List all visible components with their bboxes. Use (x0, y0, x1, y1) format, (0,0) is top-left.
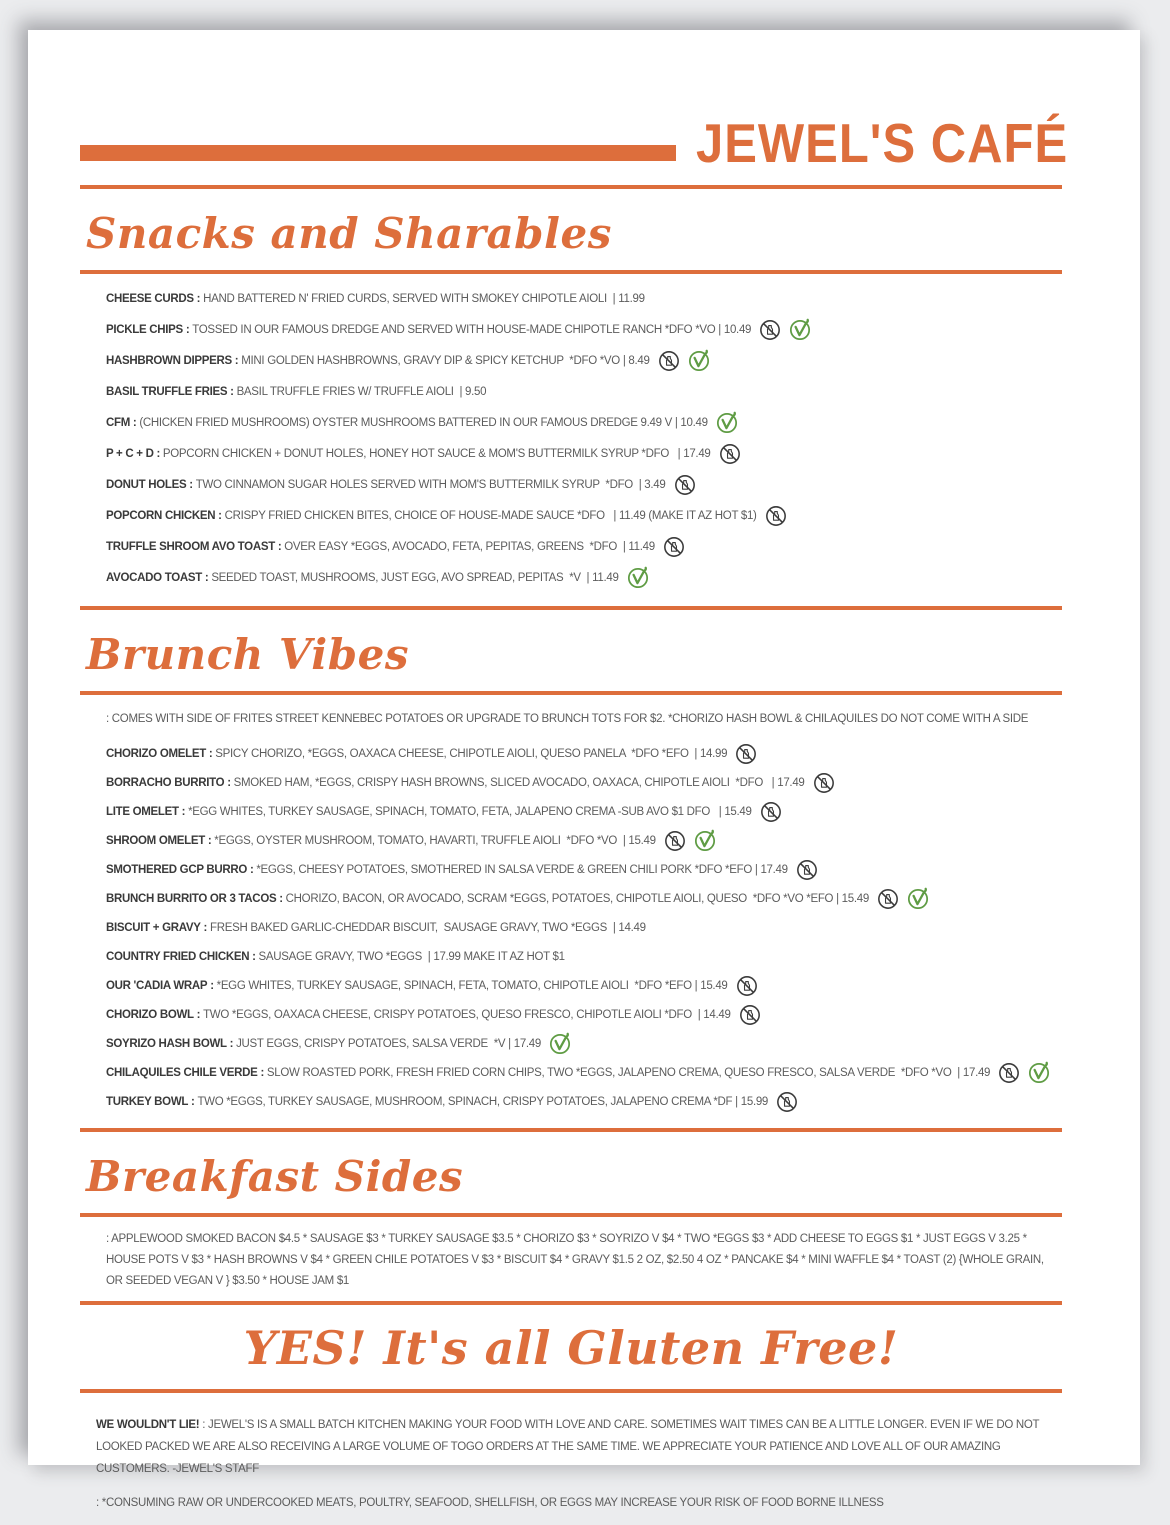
item-description: SEEDED TOAST, MUSHROOMS, JUST EGG, AVO SPREAD, PEPITAS *V | 11.49 (211, 572, 619, 585)
item-name: BISCUIT + GRAVY (106, 921, 201, 934)
no-dairy-bottle-icon (736, 975, 758, 997)
section-items (106, 284, 1062, 594)
menu-item (106, 532, 1062, 563)
section-intro: : APPLEWOOD SMOKED BACON $4.5 * SAUSAGE $3 * TURKEY SAUSAGE $3.5 * CHORIZO $3 * SOYRIZO V $4 * TWO *EGGS $3 * ADD CHEESE TO EGGS $1 * JUST EGGS V 3.25 * HOUSE POTS V $3 * HASH BROWNS V $4 * GREEN CHILE POTATOES V $3 * BISCUIT $4 * GRAVY $1.5 2 OZ, $2.50 4 OZ * PANCAKE $4 * MINI WAFFLE $4 * TOAST (2) {WHOLE GRAIN, OR SEEDED VEGAN V } $3.50 * HOUSE JAM $1 (106, 1233, 1044, 1287)
menu-item (106, 501, 1062, 532)
no-dairy-bottle-icon (674, 474, 696, 496)
banner-rule (80, 1389, 1062, 1393)
item-name: SOYRIZO HASH BOWL (106, 1037, 227, 1050)
section-rule (80, 1128, 1062, 1132)
item-separator: : (204, 834, 215, 847)
item-description: OVER EASY *EGGS, AVOCADO, FETA, PEPITAS, GREENS *DFO | 11.49 (284, 541, 655, 554)
item-description: SAUSAGE GRAVY, TWO *EGGS | 17.99 MAKE IT AZ HOT $1 (258, 950, 565, 963)
menu-page (28, 30, 1140, 1509)
item-separator: : (247, 863, 257, 876)
menu-item (106, 1000, 1062, 1029)
menu-item (106, 942, 1062, 971)
item-name: CHEESE CURDS (106, 293, 194, 306)
item-description: BASIL TRUFFLE FRIES W/ TRUFFLE AIOLI | 9.50 (236, 386, 487, 399)
item-name: TURKEY BOWL (106, 1095, 189, 1108)
section-breakfast-sides (80, 1152, 1062, 1305)
item-name: P + C + D (106, 448, 154, 461)
item-description: FRESH BAKED GARLIC-CHEDDAR BISCUIT, SAUSAGE GRAVY, TWO *EGGS | 14.49 (209, 921, 646, 934)
no-dairy-bottle-icon (719, 443, 741, 465)
item-name: TRUFFLE SHROOM AVO TOAST (106, 541, 275, 554)
no-dairy-bottle-icon (813, 772, 835, 794)
section-title: Breakfast Sides (86, 1152, 464, 1202)
no-dairy-bottle-icon (739, 1004, 761, 1026)
no-dairy-bottle-icon (998, 1062, 1020, 1084)
item-separator: : (201, 572, 212, 585)
item-description: TWO CINNAMON SUGAR HOLES SERVED WITH MOM'S BUTTERMILK SYRUP *DFO | 3.49 (195, 479, 666, 492)
vegan-check-icon (694, 830, 716, 852)
item-description: TWO *EGGS, TURKEY SAUSAGE, MUSHROOM, SPINACH, CRISPY POTATOES, JALAPENO CREMA *DF | 15.99 (197, 1095, 769, 1108)
item-name: CFM (106, 417, 131, 430)
item-description: CHORIZO, BACON, OR AVOCADO, SCRAM *EGGS, POTATOES, CHIPOTLE AIOLI, QUESO *DFO *VO *EFO | 15.49 (285, 892, 869, 905)
menu-header (80, 113, 1069, 175)
item-name: CHILAQUILES CHILE VERDE (106, 1066, 258, 1079)
section-intro: : COMES WITH SIDE OF FRITES STREET KENNEBEC POTATOES OR UPGRADE TO BRUNCH TOTS FOR $2. *CHORIZO HASH BOWL & CHILAQUILES DO NOT COME WITH A SIDE (106, 712, 1029, 725)
menu-item (106, 346, 1062, 377)
item-description: *EGGS, CHEESY POTATOES, SMOTHERED IN SALSA VERDE & GREEN CHILI PORK *DFO *EFO | 17.49 (256, 863, 788, 876)
food-safety-disclaimer: : *CONSUMING RAW OR UNDERCOOKED MEATS, POULTRY, SEAFOOD, SHELLFISH, OR EGGS MAY INCREASE YOUR RISK OF FOOD BORNE ILLNESS (96, 1496, 884, 1509)
no-dairy-bottle-icon (663, 536, 685, 558)
section-brunch-vibes (80, 630, 1062, 1133)
item-description: *EGG WHITES, TURKEY SAUSAGE, SPINACH, TOMATO, FETA, JALAPENO CREMA -SUB AVO $1 DFO | 15.49 (188, 805, 752, 818)
no-dairy-bottle-icon (796, 859, 818, 881)
item-separator: : (226, 1037, 237, 1050)
section-rule (80, 1301, 1062, 1305)
no-dairy-bottle-icon (759, 319, 781, 341)
item-description: MINI GOLDEN HASHBROWNS, GRAVY DIP & SPICY KETCHUP *DFO *VO | 8.49 (241, 355, 650, 368)
item-name: DONUT HOLES (106, 479, 187, 492)
item-separator: : (249, 950, 259, 963)
item-separator: : (205, 747, 216, 760)
item-name: HASHBROWN DIPPERS (106, 355, 232, 368)
item-separator: : (224, 776, 234, 789)
item-separator: : (186, 479, 196, 492)
item-name: CHORIZO OMELET (106, 747, 206, 760)
no-dairy-bottle-icon (664, 830, 686, 852)
vegan-check-icon (907, 888, 929, 910)
item-separator: : (182, 324, 193, 337)
menu-item (106, 1029, 1062, 1058)
footer-note (96, 1415, 1056, 1481)
section-rule (80, 691, 1062, 695)
no-dairy-bottle-icon (877, 888, 899, 910)
footer-note-label: WE WOULDN'T LIE! (96, 1419, 200, 1432)
no-dairy-bottle-icon (776, 1091, 798, 1113)
item-name: LITE OMELET (106, 805, 179, 818)
item-separator: : (227, 386, 237, 399)
gluten-free-banner: YES! It's all Gluten Free! (243, 1321, 899, 1376)
section-rule (80, 270, 1062, 274)
vegan-check-icon (716, 412, 738, 434)
vegan-check-icon (549, 1033, 571, 1055)
item-separator: : (153, 448, 163, 461)
menu-item (106, 470, 1062, 501)
vegan-check-icon (789, 319, 811, 341)
footer-note-text: : JEWEL'S IS A SMALL BATCH KITCHEN MAKING YOUR FOOD WITH LOVE AND CARE. SOMETIMES WAIT TIMES CAN BE A LITTLE LONGER. EVEN IF WE DO NOT LOOKED PACKED WE ARE ALSO RECEIVING A LARGE VOLUME OF TOGO ORDERS AT THE SAME TIME. WE APPRECIATE YOUR PATIENCE AND LOVE ALL OF OUR AMAZING CUSTOMERS. -JEWEL'S STAFF (96, 1419, 1040, 1475)
section-title: Brunch Vibes (86, 629, 409, 679)
menu-item (106, 971, 1062, 1000)
item-separator: : (178, 805, 189, 818)
menu-item (106, 739, 1062, 768)
item-separator: : (215, 510, 225, 523)
brand-accent-bar (80, 145, 676, 161)
menu-item (106, 377, 1062, 408)
item-description: POPCORN CHICKEN + DONUT HOLES, HONEY HOT SAUCE & MOM'S BUTTERMILK SYRUP *DFO | 17.49 (162, 448, 711, 461)
item-description: TOSSED IN OUR FAMOUS DREDGE AND SERVED WITH HOUSE-MADE CHIPOTLE RANCH *DFO *VO | 10.49 (192, 324, 752, 337)
item-separator: : (257, 1066, 267, 1079)
item-name: BASIL TRUFFLE FRIES (106, 386, 228, 399)
section-snacks-and-sharables (80, 209, 1062, 610)
section-rule (80, 1213, 1062, 1217)
menu-item (106, 408, 1062, 439)
item-description: SLOW ROASTED PORK, FRESH FRIED CORN CHIPS, TWO *EGGS, JALAPENO CREMA, QUESO FRESCO, SALSA VERDE *DFO *VO | 17.49 (266, 1066, 991, 1079)
menu-item (106, 315, 1062, 346)
menu-item (106, 826, 1062, 855)
menu-item (106, 855, 1062, 884)
item-separator: : (231, 355, 242, 368)
brand-title: JEWEL'S CAFÉ (696, 113, 1069, 175)
menu-item (106, 1087, 1062, 1116)
vegan-check-icon (688, 350, 710, 372)
item-separator: : (193, 293, 204, 306)
item-name: SHROOM OMELET (106, 834, 205, 847)
item-name: SMOTHERED GCP BURRO (106, 863, 248, 876)
item-name: BORRACHO BURRITO (106, 776, 225, 789)
section-rule (80, 606, 1062, 610)
item-name: PICKLE CHIPS (106, 324, 183, 337)
menu-item (106, 439, 1062, 470)
no-dairy-bottle-icon (735, 743, 757, 765)
menu-item (106, 1058, 1062, 1087)
item-name: AVOCADO TOAST (106, 572, 202, 585)
menu-item (106, 768, 1062, 797)
no-dairy-bottle-icon (765, 505, 787, 527)
item-separator: : (188, 1095, 198, 1108)
item-description: *EGG WHITES, TURKEY SAUSAGE, SPINACH, FETA, TOMATO, CHIPOTLE AIOLI *DFO *EFO | 15.49 (216, 979, 728, 992)
menu-item (106, 563, 1062, 594)
item-separator: : (193, 1008, 204, 1021)
item-separator: : (130, 417, 140, 430)
menu-item (106, 797, 1062, 826)
item-description: CRISPY FRIED CHICKEN BITES, CHOICE OF HOUSE-MADE SAUCE *DFO | 11.49 (MAKE IT AZ HOT $1) (224, 510, 757, 523)
item-name: OUR 'CADIA WRAP (106, 979, 208, 992)
item-description: JUST EGGS, CRISPY POTATOES, SALSA VERDE *V | 17.49 (236, 1037, 542, 1050)
vegan-check-icon (1028, 1062, 1050, 1084)
item-separator: : (274, 541, 285, 554)
item-description: (CHICKEN FRIED MUSHROOMS) OYSTER MUSHROOMS BATTERED IN OUR FAMOUS DREDGE 9.49 V | 10.49 (139, 417, 708, 430)
item-name: BRUNCH BURRITO OR 3 TACOS (106, 892, 277, 905)
section-items (106, 739, 1062, 1116)
menu-item (106, 284, 1062, 315)
item-name: CHORIZO BOWL (106, 1008, 194, 1021)
item-description: HAND BATTERED N' FRIED CURDS, SERVED WITH SMOKEY CHIPOTLE AIOLI | 11.99 (203, 293, 645, 306)
no-dairy-bottle-icon (658, 350, 680, 372)
menu-item (106, 913, 1062, 942)
vegan-check-icon (627, 567, 649, 589)
item-description: SPICY CHORIZO, *EGGS, OAXACA CHEESE, CHIPOTLE AIOLI, QUESO PANELA *DFO *EFO | 14.99 (215, 747, 728, 760)
item-name: POPCORN CHICKEN (106, 510, 216, 523)
item-description: SMOKED HAM, *EGGS, CRISPY HASH BROWNS, SLICED AVOCADO, OAXACA, CHIPOTLE AIOLI *DFO | 17.49 (233, 776, 805, 789)
item-description: *EGGS, OYSTER MUSHROOM, TOMATO, HAVARTI, TRUFFLE AIOLI *DFO *VO | 15.49 (214, 834, 656, 847)
item-description: TWO *EGGS, OAXACA CHEESE, CRISPY POTATOES, QUESO FRESCO, CHIPOTLE AIOLI *DFO | 14.49 (203, 1008, 731, 1021)
item-name: COUNTRY FRIED CHICKEN (106, 950, 250, 963)
item-separator: : (276, 892, 286, 905)
menu-item (106, 884, 1062, 913)
no-dairy-bottle-icon (760, 801, 782, 823)
section-title: Snacks and Sharables (86, 208, 612, 258)
item-separator: : (207, 979, 217, 992)
item-separator: : (200, 921, 210, 934)
header-rule (80, 185, 1062, 189)
